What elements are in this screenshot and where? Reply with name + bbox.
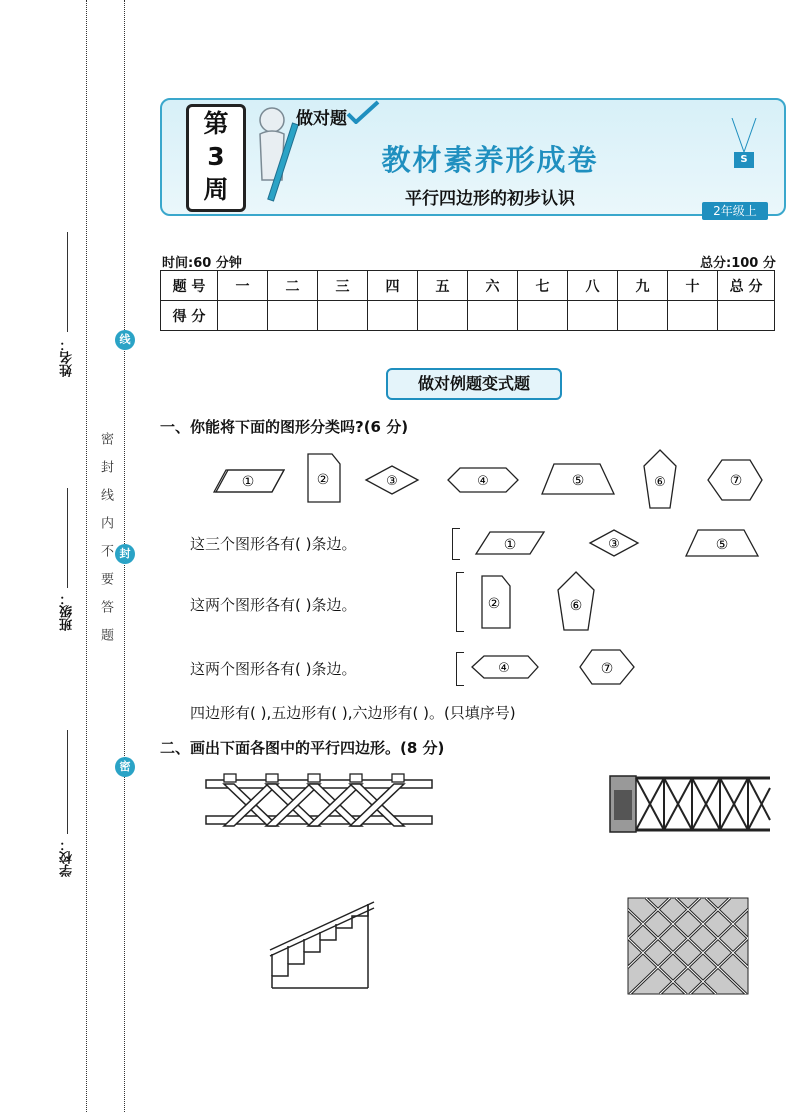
q1-summary: 四边形有( ),五边形有( ),六边形有( )。(只填序号)	[190, 704, 516, 722]
margin-dotted-line-outer	[86, 0, 87, 1112]
shape-5-trapezoid	[542, 464, 614, 494]
score-cell[interactable]	[418, 301, 468, 331]
shape-label: ①	[503, 537, 517, 553]
school-label: 学校：	[60, 838, 75, 877]
table-cell: 九	[618, 271, 668, 301]
shape-label: ③	[608, 537, 620, 552]
total-score: 总分:100 分	[700, 256, 776, 271]
score-cell[interactable]	[568, 301, 618, 331]
group-3-shapes	[468, 646, 648, 690]
q1-shapes-row	[200, 446, 780, 516]
table-cell: 得 分	[161, 301, 218, 331]
fence-illustration	[200, 770, 440, 840]
table-cell: 题 号	[161, 271, 218, 301]
folding-gate-illustration	[606, 770, 774, 836]
page-title: 教材素养形成卷	[381, 143, 599, 177]
name-label: 姓名：	[60, 338, 75, 377]
shape-label: ④	[498, 661, 510, 676]
table-row-question-numbers	[161, 271, 775, 301]
week-char-1: 第	[203, 109, 229, 138]
score-cell[interactable]	[368, 301, 418, 331]
table-cell: 六	[468, 271, 518, 301]
brand-logo: 做对题	[296, 109, 347, 129]
shape-label: ①	[241, 474, 255, 490]
shape-label: ⑤	[571, 473, 585, 489]
group-1-shapes	[466, 524, 766, 564]
score-cell[interactable]	[718, 301, 775, 331]
section-banner: 做对例题变式题	[386, 368, 562, 400]
score-table	[160, 270, 775, 331]
lattice-pattern-illustration	[626, 896, 750, 996]
bracket	[456, 652, 464, 686]
time-limit: 时间:60 分钟	[162, 256, 242, 271]
table-cell: 一	[218, 271, 268, 301]
shape-7-hexagon	[708, 460, 762, 500]
shape-label: ②	[487, 596, 501, 612]
q1-line-1: 这三个图形各有( )条边。	[190, 535, 357, 553]
table-cell: 八	[568, 271, 618, 301]
mascot-illustration	[244, 102, 304, 214]
table-cell: 总 分	[718, 271, 775, 301]
q1-line-3: 这两个图形各有( )条边。	[190, 660, 357, 678]
question-1-title: 一、你能将下面的图形分类吗?(6 分)	[160, 418, 409, 436]
seal-mark-feng: 封	[115, 544, 135, 564]
score-cell[interactable]	[318, 301, 368, 331]
score-cell[interactable]	[668, 301, 718, 331]
checkmark-icon	[346, 100, 380, 124]
table-cell: 三	[318, 271, 368, 301]
class-blank[interactable]	[67, 488, 68, 588]
shape-label: ⑤	[715, 537, 729, 553]
seal-mark-mi: 密	[115, 757, 135, 777]
shape-4-hexagon	[448, 468, 518, 492]
score-cell[interactable]	[468, 301, 518, 331]
shape-label: ⑦	[600, 661, 614, 677]
seal-mark-xian: 线	[115, 330, 135, 350]
table-cell: 十	[668, 271, 718, 301]
tag-badge: S	[734, 152, 754, 168]
name-blank[interactable]	[67, 232, 68, 332]
table-row-scores	[161, 301, 775, 331]
shape-2-pentagon	[308, 454, 340, 502]
grade-badge: 2年级上	[702, 202, 768, 220]
school-blank[interactable]	[67, 730, 68, 834]
shape-3-rhombus	[366, 466, 418, 494]
shape-label: ④	[477, 474, 489, 489]
table-cell: 四	[368, 271, 418, 301]
group-2-shapes	[470, 568, 610, 634]
page-subtitle: 平行四边形的初步认识	[405, 189, 575, 209]
week-number: 3	[207, 142, 225, 171]
seal-instruction: 密封线内不要答题	[98, 432, 113, 656]
question-2-title: 二、画出下面各图中的平行四边形。(8 分)	[160, 739, 445, 757]
q1-line-2: 这两个图形各有( )条边。	[190, 596, 357, 614]
bracket	[456, 572, 464, 632]
staircase-illustration	[266, 898, 386, 994]
shape-label: ⑦	[729, 473, 743, 489]
class-label: 班级：	[60, 592, 75, 631]
table-cell: 二	[268, 271, 318, 301]
hanging-string-icon	[728, 118, 760, 154]
shape-label: ②	[316, 472, 330, 488]
score-cell[interactable]	[218, 301, 268, 331]
score-cell[interactable]	[268, 301, 318, 331]
score-cell[interactable]	[518, 301, 568, 331]
shape-6-pentagon	[644, 450, 676, 508]
bracket	[452, 528, 460, 560]
shape-label: ③	[386, 474, 398, 489]
score-cell[interactable]	[618, 301, 668, 331]
table-cell: 七	[518, 271, 568, 301]
shape-1-parallelogram	[214, 470, 284, 492]
week-char-3: 周	[203, 175, 229, 204]
week-badge	[186, 104, 246, 212]
table-cell: 五	[418, 271, 468, 301]
shape-label: ⑥	[654, 475, 666, 490]
shape-label: ⑥	[569, 598, 583, 614]
